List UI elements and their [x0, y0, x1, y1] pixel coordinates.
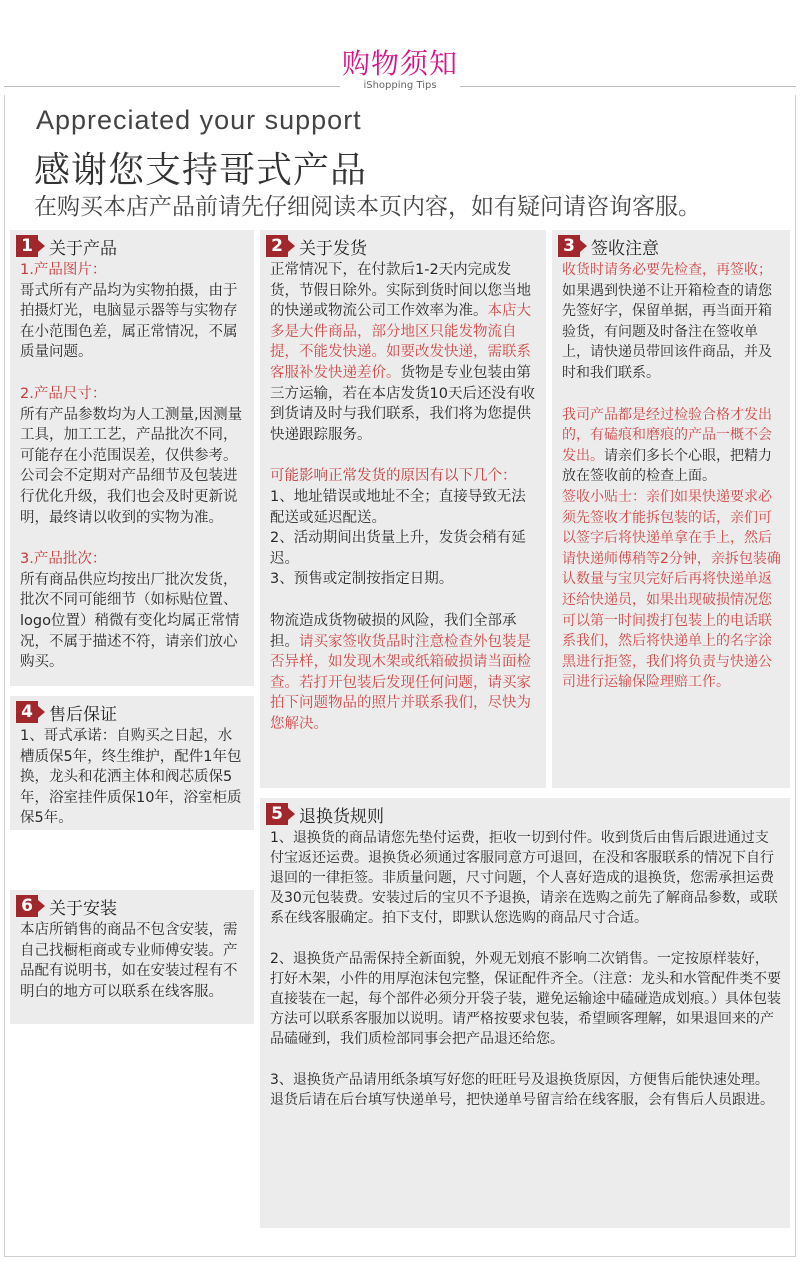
list-item: 1、地址错误或地址不全；直接导致无法配送或延迟配送。 — [270, 488, 526, 526]
section-shipping — [260, 230, 546, 788]
section-return-policy — [260, 798, 790, 1228]
arrow-icon — [580, 240, 587, 252]
paragraph: 1、退换货的商品请您先垫付运费，拒收一切到付件。收到货后由售后跟进通过支付宝返还运费。退换货必须通过客服同意方可退回，在没和客服联系的情况下自行退回的一律拒签。非质量问题，尺寸问题，个人喜好造成的退换货，您需承担运费及30元包装费。安装过后的宝贝不予退换，请亲在选购之前先了解商品参数，或联系在线客服确定。拍下支付，即默认您选购的商品尺寸合适。 — [270, 830, 778, 926]
section-body — [20, 920, 246, 1002]
highlight-text: 请买家签收货品时注意检查外包装是否异样，如发现木架或纸箱破损请当面检查。若打开包装后发现任何问题，请买家拍下问题物品的照片并联系我们，尽快为您解决。 — [270, 633, 531, 732]
section-header — [16, 894, 117, 918]
section-number-badge: 2 — [266, 235, 288, 257]
highlight-text: 我司产品都是经过检验合格才发出的，有磕痕和磨痕的产品一概不会发出。 — [562, 406, 772, 464]
section-header — [266, 802, 384, 826]
section-number-badge: 3 — [558, 235, 580, 257]
section-header — [558, 234, 659, 258]
page-title: 购物须知 — [341, 47, 458, 80]
section-title: 退换货规则 — [299, 806, 384, 827]
section-title: 售后保证 — [49, 704, 117, 725]
paragraph: 1、哥式承诺：自购买之日起，水槽质保5年，终生维护，配件1年包换，龙头和花洒主体和阀芯质保5年，浴室挂件质保10年，浴室柜质保5年。 — [20, 728, 242, 827]
paragraph: 2、退换货产品需保持全新面貌，外观无划痕不影响二次销售。一定按原样装好，打好木架，小件的用厚泡沫包完整，保证配件齐全。（注意：龙头和水管配件类不要直接装在一起，每个部件必须分开袋子装，避免运输途中磕碰造成划痕。）具体包装方法可以联系客服加以说明。请严格按要求包装，希望顾客理解，如果退回来的产品磕碰到，我们质检部同事会把产品退还给您。 — [270, 951, 781, 1047]
section-header — [16, 700, 117, 724]
section-body — [20, 260, 246, 673]
text: 货物是专业包装由第三方运输，若在本店发货10天后还没有收到货请及时与我们联系，我们将为您提供快递跟踪服务。 — [270, 364, 535, 443]
paragraph: 3、退换货产品请用纸条填写好您的旺旺号及退换货原因，方便售后能快速处理。退货后请在后台填写快递单号，把快递单号留言给在线客服，会有售后人员跟进。 — [270, 1072, 774, 1108]
subtitle-text: iShopping Tips — [363, 80, 437, 91]
paragraph: 所有商品供应均按出厂批次发货，批次不同可能细节（如标贴位置、logo位置）稍微有变化均属正常情况，不属于描述不符，请亲们放心购买。 — [20, 571, 240, 671]
text: 如果遇到快递不让开箱检查的请您先签好字，保留单据，再当面开箱验货，有问题及时备注在签收单上，请快递员带回该件商品，并及时和我们联系。 — [562, 282, 772, 381]
text: 请亲们多长个心眼，把精力放在签收前的检查上面。 — [562, 447, 772, 485]
text: 物流造成货物破损的风险，我们全部承担。 — [270, 612, 517, 650]
arrow-icon — [288, 240, 295, 252]
section-title: 关于发货 — [299, 238, 367, 259]
section-header — [16, 234, 117, 258]
section-header — [266, 234, 367, 258]
section-number-badge: 6 — [16, 895, 38, 917]
arrow-icon — [38, 900, 45, 912]
tips-paragraph: 签收小贴士：亲们如果快递要求必须先签收才能拆包装的话，亲们可以签字后将快递单拿在手上，然后请快递师傅稍等2分钟，亲拆包装确认数量与宝贝完好后再将快递单返还给快递员，如果出现破损情况您可以第一时间拨打包装上的电话联系我们，然后将快递单上的名字涂黑进行拒签，我们将负责与快递公司进行运输保险理赔工作。 — [562, 488, 781, 691]
list-item: 3、预售或定制按指定日期。 — [270, 571, 454, 588]
paragraph — [270, 611, 538, 735]
section-number-badge: 1 — [16, 235, 38, 257]
section-receipt-notice — [552, 230, 790, 788]
paragraph: 本店所销售的商品不包含安装，需自己找橱柜商或专业师傅安装。产品配有说明书，如在安装过程有不明白的地方可以联系在线客服。 — [20, 922, 238, 1000]
subheading: 可能影响正常发货的原因有以下几个： — [270, 468, 517, 485]
highlight-text: 收货时请务必要先检查，再签收； — [562, 262, 772, 278]
paragraph: 哥式所有产品均为实物拍摄，由于拍摄灯光，电脑显示器等与实物存在小范围色差，属正常情况，不属质量问题。 — [20, 282, 238, 361]
paragraph: 所有产品参数均为人工测量,因测量工具，加工工艺，产品批次不同，可能存在小范围误差，仅供参考。公司会不定期对产品细节及包装进行优化升级，我们也会及时更新说明，最终请以收到的实物为准。 — [20, 406, 243, 526]
divider — [4, 86, 340, 87]
list-item: 2、活动期间出货量上升，发货会稍有延迟。 — [270, 530, 526, 567]
section-installation — [10, 890, 254, 1024]
highlight-text: 本店大多是大件商品，部分地区只能发物流自提，不能发快递。如要改发快递，需联系客服补发快递差价。 — [270, 303, 531, 381]
arrow-icon — [38, 240, 45, 252]
subheading: 2.产品尺寸： — [20, 385, 107, 402]
text: 正常情况下，在付款后1-2天内完成发货，节假日除外。实际到货时间以您当地的快递或物流公司工作效率为准。 — [270, 262, 531, 320]
section-after-sales — [10, 696, 254, 830]
paragraph — [562, 260, 782, 384]
section-body — [20, 726, 246, 829]
arrow-icon — [288, 808, 295, 820]
section-title: 签收注意 — [591, 238, 659, 259]
paragraph — [270, 260, 538, 445]
intro-text: 在购买本店产品前请先仔细阅读本页内容，如有疑问请咨询客服。 — [34, 194, 701, 220]
section-number-badge: 4 — [16, 701, 38, 723]
subheading: 3.产品批次： — [20, 551, 107, 568]
arrow-icon — [38, 706, 45, 718]
section-body — [562, 260, 782, 693]
section-about-product — [10, 230, 254, 686]
section-title: 关于产品 — [49, 238, 117, 259]
section-body — [270, 828, 782, 1110]
section-title: 关于安装 — [49, 898, 117, 919]
subheading: 1.产品图片： — [20, 262, 107, 278]
paragraph — [562, 405, 782, 487]
chinese-heading: 感谢您支持哥式产品 — [34, 150, 368, 191]
divider — [460, 86, 796, 87]
page-subtitle — [0, 80, 800, 94]
english-heading: Appreciated your support — [36, 105, 362, 135]
section-body — [270, 260, 538, 734]
section-number-badge: 5 — [266, 803, 288, 825]
